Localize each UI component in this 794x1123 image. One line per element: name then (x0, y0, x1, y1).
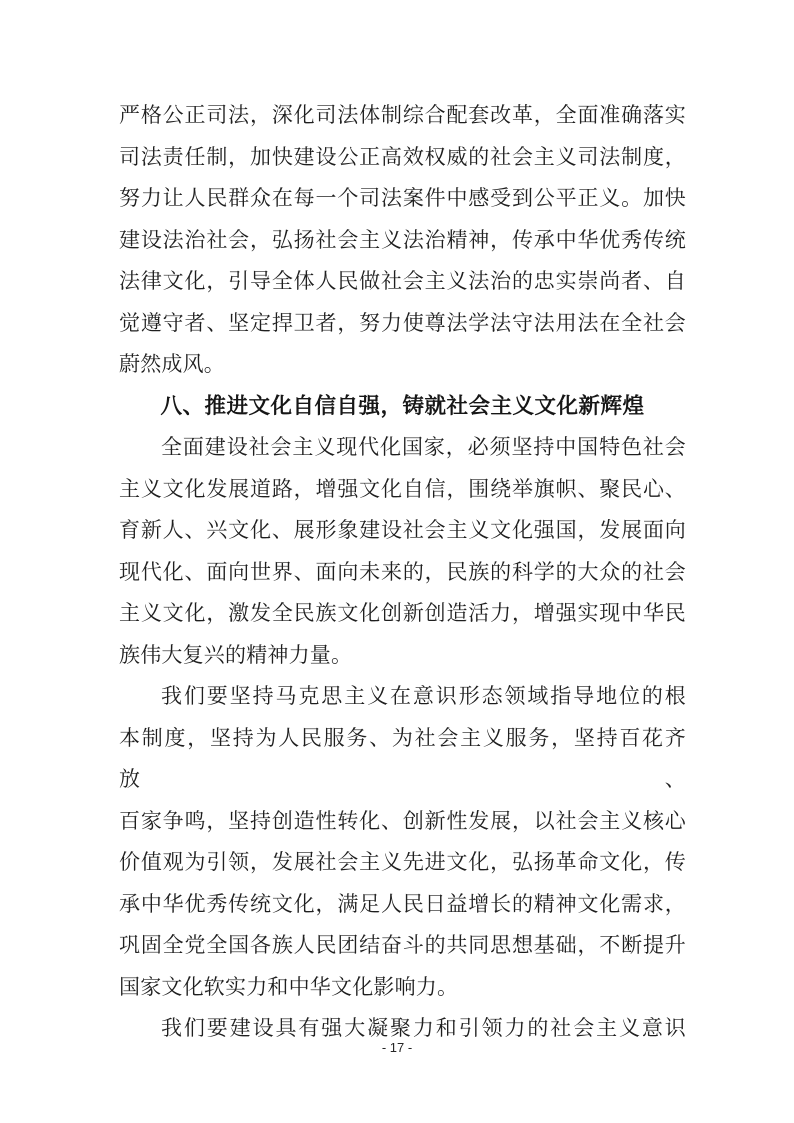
text-line: 主义文化发展道路，增强文化自信，围绕举旗帜、聚民心、 (119, 476, 686, 501)
text-line: 价值观为引领，发展社会主义先进文化，弘扬革命文化，传 (119, 850, 686, 874)
section-8-heading: 八、推进文化自信自强，铸就社会主义文化新辉煌 (160, 393, 645, 419)
paragraph-rule-of-law (119, 95, 686, 386)
text-line: 百家争鸣，坚持创造性转化、创新性发展，以社会主义核心 (119, 808, 686, 833)
text-line: 严格公正司法，深化司法体制综合配套改革，全面准确落实 (119, 103, 686, 127)
text-line: 全面建设社会主义现代化国家，必须坚持中国特色社会 (161, 435, 686, 459)
page-number: - 17 - (381, 1040, 413, 1055)
text-line: 我们要坚持马克思主义在意识形态领域指导地位的根 (161, 684, 686, 708)
text-line: 法律文化，引导全体人民做社会主义法治的忠实崇尚者、自 (119, 269, 686, 293)
text-line: 觉遵守者、坚定捍卫者，努力使尊法学法守法用法在全社会 (119, 310, 686, 335)
document-body (119, 95, 686, 1050)
text-line: 主义文化，激发全民族文化创新创造活力，增强实现中华民 (119, 601, 686, 625)
text-line: 承中华优秀传统文化，满足人民日益增长的精神文化需求， (119, 891, 686, 916)
text-line: 国家文化软实力和中华文化影响力。 (119, 974, 459, 999)
text-line: 本制度，坚持为人民服务、为社会主义服务，坚持百花齐放、 (119, 725, 686, 791)
paragraph-marxism-ideology (119, 676, 686, 1008)
text-line: 我们要建设具有强大凝聚力和引领力的社会主义意识 (161, 1016, 686, 1040)
text-line: 蔚然成风。 (119, 352, 225, 376)
text-line: 建设法治社会，弘扬社会主义法治精神，传承中华优秀传统 (119, 227, 686, 252)
text-line: 现代化、面向世界、面向未来的，民族的科学的大众的社会 (119, 559, 686, 584)
text-line: 巩固全党全国各族人民团结奋斗的共同思想基础，不断提升 (119, 933, 686, 957)
text-line: 育新人、兴文化、展形象建设社会主义文化强国，发展面向 (119, 518, 686, 542)
text-line: 司法责任制，加快建设公正高效权威的社会主义司法制度， (119, 144, 686, 169)
paragraph-cultural-confidence (119, 427, 686, 676)
text-line: 努力让人民群众在每一个司法案件中感受到公平正义。加快 (119, 186, 686, 210)
text-line: 族伟大复兴的精神力量。 (119, 642, 353, 667)
